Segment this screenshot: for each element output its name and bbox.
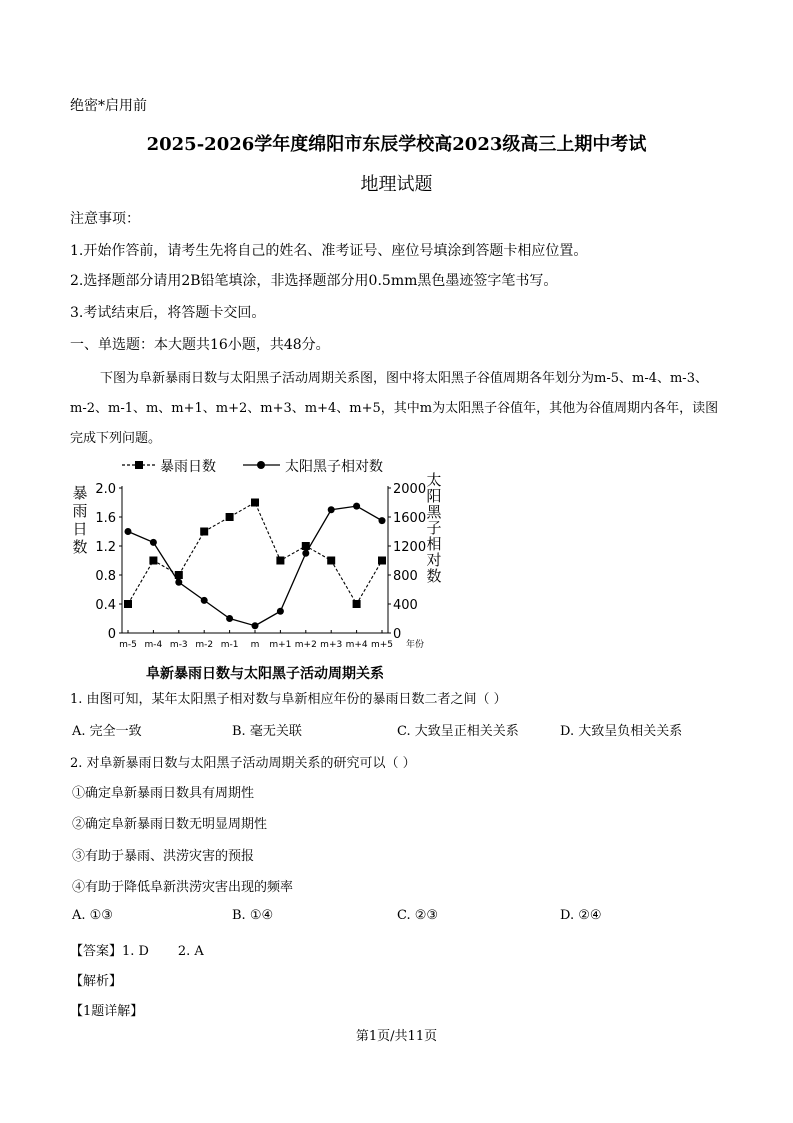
- answer-label: 【答案】: [70, 944, 123, 959]
- legend-rain-marker: [135, 461, 143, 469]
- sunspot-point: [175, 579, 182, 586]
- y-right-tick-label: 1200: [393, 540, 427, 555]
- q2-option-d[interactable]: D. ②④: [560, 908, 602, 923]
- question-1-stem: 1. 由图可知，某年太阳黑子相对数与阜新相应年份的暴雨日数二者之间（ ）: [70, 692, 507, 707]
- notice-item: 2.选择题部分请用2B铅笔填涂，非选择题部分用0.5mm黑色墨迹签字笔书写。: [70, 273, 558, 289]
- rain-sunspot-chart: [60, 448, 440, 688]
- q1-option-b[interactable]: B. 毫无关联: [232, 724, 302, 739]
- chart-title: 阜新暴雨日数与太阳黑子活动周期关系: [146, 666, 384, 682]
- answer-line: [70, 940, 204, 959]
- q1-option-d[interactable]: D. 大致呈负相关关系: [560, 724, 683, 739]
- analysis-label: 【解析】: [70, 974, 123, 989]
- q2-statement: ②确定阜新暴雨日数无明显周期性: [72, 817, 268, 832]
- x-tick-label: m+3: [320, 640, 343, 650]
- y-right-label-char: 阳: [426, 487, 442, 505]
- exam-subtitle: 地理试题: [360, 174, 433, 195]
- sunspot-point: [328, 506, 335, 513]
- x-tick-label: m+1: [269, 640, 292, 650]
- confidential-label: 绝密*启用前: [70, 98, 147, 114]
- rain-point: [251, 499, 259, 507]
- q2-statement: ④有助于降低阜新洪涝灾害出现的频率: [72, 880, 294, 895]
- y-right-label-char: 相: [426, 535, 442, 553]
- sunspot-point: [277, 608, 284, 615]
- y-left-tick-label: 0.4: [95, 598, 116, 613]
- rain-point: [378, 557, 386, 565]
- notice-item: 3.考试结束后，将答题卡交回。: [70, 305, 266, 321]
- rain-point: [327, 557, 335, 565]
- notice-heading: 注意事项：: [70, 211, 140, 227]
- rain-point: [226, 513, 234, 521]
- x-tick-label: m: [250, 640, 260, 650]
- sunspot-point: [150, 539, 157, 546]
- y-right-label-char: 对: [426, 551, 442, 569]
- intro-line: 下图为阜新暴雨日数与太阳黑子活动周期关系图，图中将太阳黑子谷值周期各年划分为m-5、m-4、m-3、: [100, 371, 708, 386]
- sunspot-series-line: [128, 506, 382, 626]
- rain-point: [276, 557, 284, 565]
- x-tick-label: m+4: [345, 640, 368, 650]
- x-tick-label: m+2: [294, 640, 317, 650]
- legend-rain-label: 暴雨日数: [160, 459, 216, 475]
- x-tick-label: m-4: [144, 640, 163, 650]
- page-footer: 第1页/共11页: [355, 1029, 438, 1044]
- rain-series-line: [128, 503, 382, 605]
- x-tick-label: m-3: [169, 640, 188, 650]
- section-heading: 一、单选题：本大题共16小题，共48分。: [70, 337, 330, 353]
- rain-point: [200, 528, 208, 536]
- q1-option-c[interactable]: C. 大致呈正相关关系: [397, 724, 519, 739]
- q2-option-b[interactable]: B. ①④: [232, 908, 274, 923]
- q1-option-a[interactable]: A. 完全一致: [72, 724, 142, 739]
- x-tick-label: m+5: [370, 640, 394, 650]
- y-left-label-char: 雨: [72, 502, 88, 520]
- sunspot-point: [226, 615, 233, 622]
- q2-option-c[interactable]: C. ②③: [397, 908, 439, 923]
- y-left-label-char: 数: [72, 538, 88, 556]
- rain-point: [124, 600, 132, 608]
- x-tick-label: m-5: [119, 640, 137, 650]
- sunspot-point: [252, 622, 259, 629]
- y-right-label-char: 太: [426, 471, 442, 489]
- y-left-label-char: 暴: [72, 484, 88, 502]
- y-right-label-char: 黑: [426, 503, 442, 521]
- y-right-tick-label: 800: [393, 569, 418, 584]
- sunspot-point: [201, 597, 208, 604]
- x-tick-label: m-1: [220, 640, 239, 650]
- y-left-tick-label: 0: [107, 627, 116, 642]
- legend-sunspot-label: 太阳黑子相对数: [285, 459, 383, 475]
- y-left-label-char: 日: [72, 520, 88, 538]
- intro-line: 完成下列问题。: [70, 431, 162, 446]
- y-left-tick-label: 1.6: [95, 511, 116, 526]
- q2-statement: ①确定阜新暴雨日数具有周期性: [72, 786, 255, 801]
- notice-item: 1.开始作答前，请考生先将自己的姓名、准考证号、座位号填涂到答题卡相应位置。: [70, 243, 588, 259]
- q2-statement: ③有助于暴雨、洪涝灾害的预报: [72, 849, 255, 864]
- y-right-tick-label: 0: [393, 627, 402, 642]
- question-2-stem: 2. 对阜新暴雨日数与太阳黑子活动周期关系的研究可以（ ）: [70, 756, 416, 771]
- legend-sunspot-marker: [257, 461, 265, 469]
- sunspot-point: [302, 550, 309, 557]
- x-axis-unit: 年份: [406, 640, 425, 650]
- y-left-tick-label: 1.2: [95, 540, 116, 555]
- q2-option-a[interactable]: A. ①③: [72, 908, 113, 923]
- y-left-tick-label: 0.8: [95, 569, 116, 584]
- answer-text: 1. D 2. A: [122, 944, 204, 959]
- y-right-label-char: 数: [426, 567, 442, 585]
- sunspot-point: [125, 528, 132, 535]
- y-right-tick-label: 400: [393, 598, 418, 613]
- sunspot-point: [379, 517, 386, 524]
- intro-line: m-2、m-1、m、m+1、m+2、m+3、m+4、m+5，其中m为太阳黑子谷值年，其他为谷值周期内各年，读图: [70, 401, 719, 416]
- detail-label: 【1题详解】: [70, 1004, 144, 1019]
- y-right-tick-label: 2000: [393, 482, 427, 497]
- y-left-tick-label: 2.0: [95, 482, 116, 497]
- y-right-tick-label: 1600: [393, 511, 427, 526]
- x-tick-label: m-2: [195, 640, 214, 650]
- sunspot-point: [353, 503, 360, 510]
- exam-title: 2025-2026学年度绵阳市东辰学校高2023级高三上期中考试: [146, 134, 647, 155]
- rain-point: [149, 557, 157, 565]
- y-right-label-char: 子: [426, 519, 442, 537]
- rain-point: [353, 600, 361, 608]
